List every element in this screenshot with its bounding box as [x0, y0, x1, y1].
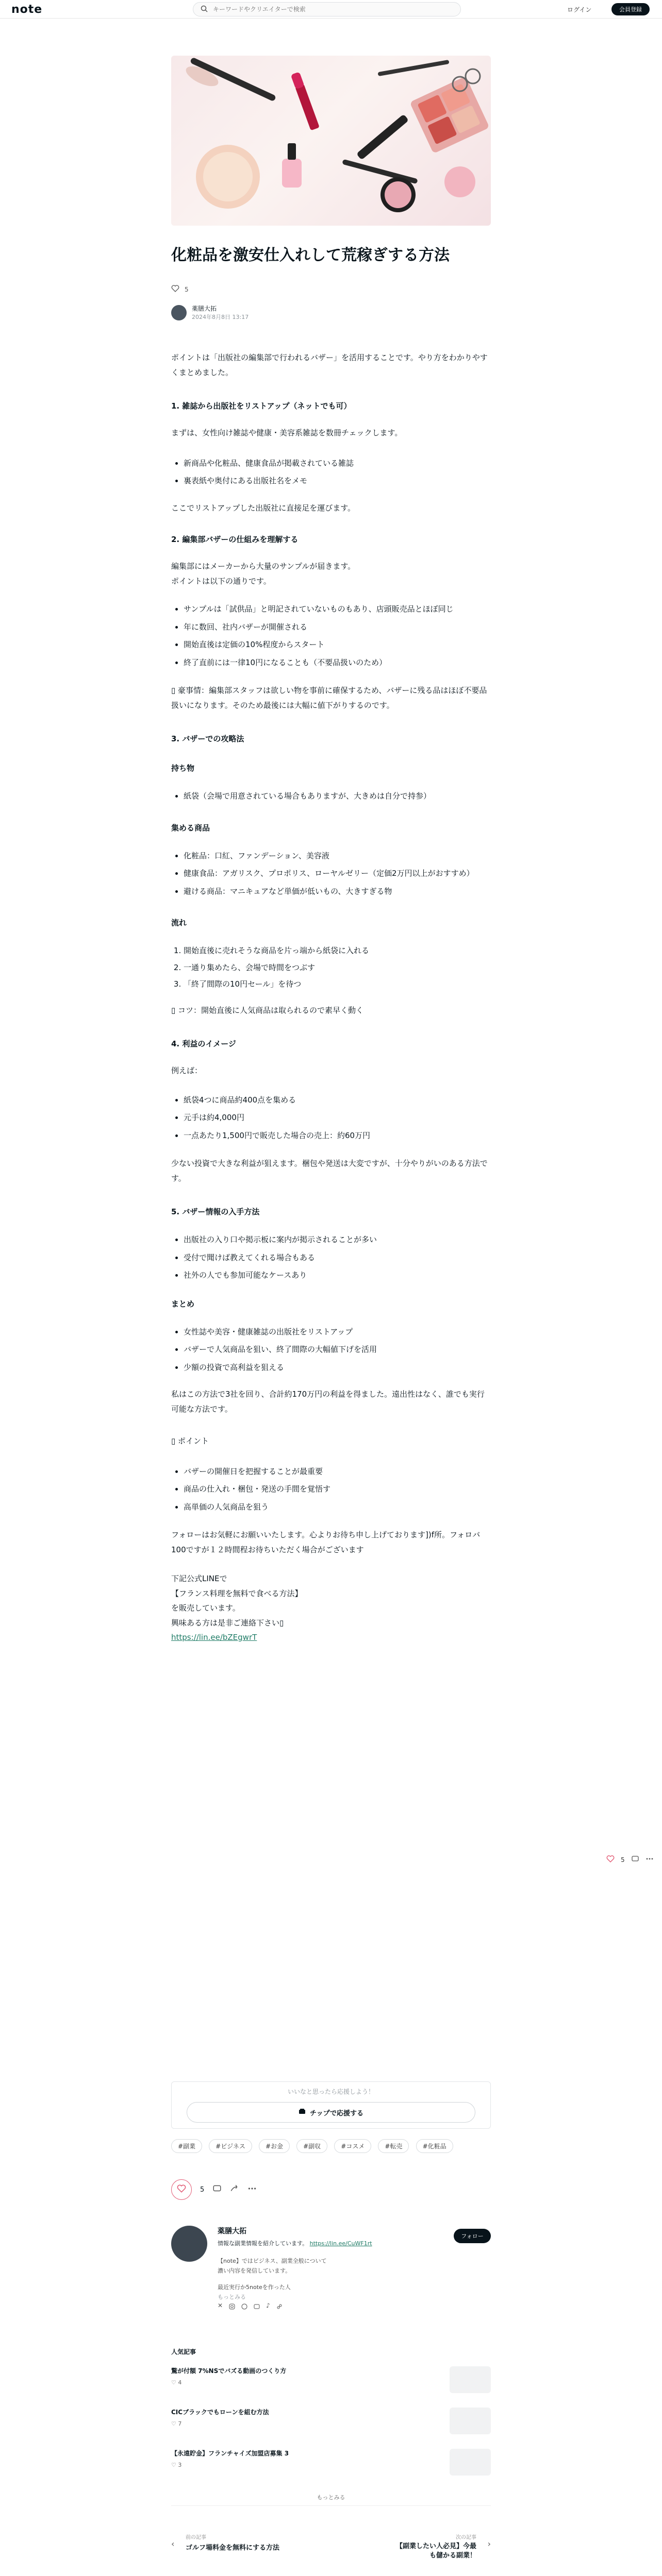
list-item: • 受付で聞けば教えてくれる場合もある [184, 1250, 491, 1265]
popular-item-title: 驚が付額 7%NSでバズる動画のつくり方 [171, 2367, 287, 2375]
side-like-count: 5 [621, 1856, 625, 1863]
tip-button-label: チップで応援する [309, 2109, 363, 2117]
support-box [171, 2081, 491, 2129]
tag[interactable]: #ビジネス [209, 2139, 252, 2153]
search-icon [201, 5, 208, 14]
sub-heading: 集める商品 [171, 823, 210, 833]
article-body [171, 350, 491, 1645]
list-item: • 年に数回、社内バザーが開催される [184, 620, 491, 635]
creator-bio: 濃い内容を発信しています。 [218, 2267, 291, 2274]
popular-item-thumbnail [450, 2366, 491, 2393]
tag-list [171, 2139, 491, 2157]
creator-avatar[interactable] [171, 2226, 207, 2262]
list-item: • 少額の投資で高利益を狙える [184, 1360, 491, 1375]
popular-section [171, 2347, 491, 2506]
follow-text: フォローはお気軽にお願いいたします。心よりお待ち申し上げております])f所。フォロバ100ですが１２時間程お待ちいただく場合がございます [171, 1530, 481, 1554]
popular-title: 人気記事 [171, 2348, 196, 2355]
line-text: 興味ある方は是非ご連絡下さい▯ [171, 1618, 284, 1628]
login-link[interactable]: ログイン [567, 6, 592, 13]
support-label: いいなと思ったら応援しよう！ [287, 2088, 374, 2095]
list-item: • 女性誌や美容・健康雑誌の出版社をリストアップ [184, 1325, 491, 1340]
sub-heading: 流れ [171, 918, 187, 927]
sub-heading: 持ち物 [171, 764, 195, 773]
site-header [0, 0, 662, 19]
link-icon[interactable] [276, 2302, 283, 2312]
note-logo[interactable]: note [11, 3, 43, 16]
tag[interactable]: #副業 [171, 2139, 202, 2153]
tag[interactable]: #副収 [296, 2139, 327, 2153]
side-heart-icon[interactable] [606, 1855, 615, 1865]
tip-text: ▯ コツ：開始直後に人気商品は取られるので素早く動く [171, 1005, 364, 1015]
hero-image [171, 56, 491, 226]
comment-icon[interactable] [212, 2184, 222, 2195]
popular-item-thumbnail [450, 2449, 491, 2476]
follow-button[interactable]: フォロー [454, 2229, 491, 2243]
social-icons [218, 2302, 283, 2312]
instagram-icon[interactable] [229, 2302, 235, 2312]
list-item: • 裏表紙や奥付にある出版社名をメモ [184, 473, 491, 488]
heart-icon: ♡ [171, 2420, 176, 2427]
line-text: を販売しています。 [171, 1603, 240, 1613]
popular-item-likes: 7 [178, 2420, 182, 2427]
creator-bio-line [218, 2239, 372, 2247]
popular-item[interactable] [171, 2408, 491, 2439]
tag[interactable]: #化粧品 [416, 2139, 453, 2153]
list-item: • 元手は約4,000円 [184, 1110, 491, 1125]
paragraph: ポイントは以下の通りです。 [171, 576, 271, 586]
paragraph: まずは、女性向け雑誌や健康・美容系雑誌を数冊チェックします。 [171, 428, 403, 437]
list-item: • 健康食品：アガリスク、プロポリス、ローヤルゼリー（定価2万円以上がおすすめ） [184, 866, 491, 881]
list-item: • 社外の人でも参加可能なケースあり [184, 1268, 491, 1283]
popular-item-thumbnail [450, 2408, 491, 2434]
tip-icon [299, 2108, 306, 2117]
line-link[interactable]: https://lin.ee/bZEgwrT [171, 1633, 257, 1642]
list-item: • 一点あたり1,500円で販売した場合の売上：約60万円 [184, 1128, 491, 1143]
section-heading: 4. 利益のイメージ [171, 1039, 236, 1048]
author-avatar[interactable] [171, 305, 187, 320]
list-item: • 終了直前には一律10円になることも（不要品扱いのため） [184, 655, 491, 670]
list-item: • 紙袋4つに商品約400点を集める [184, 1093, 491, 1108]
prev-article-link[interactable] [171, 2530, 326, 2561]
heart-icon: ♡ [171, 2462, 176, 2468]
list-item: • 紙袋（会場で用意されている場合もありますが、大きめは自分で持参） [184, 789, 491, 804]
chevron-right-icon: › [487, 2539, 491, 2549]
article-title: 化粧品を激安仕入れして荒稼ぎする方法 [171, 246, 450, 264]
section-heading: 1. 雑誌から出版社をリストアップ（ネットでも可） [171, 401, 352, 411]
like-count: 5 [185, 286, 189, 293]
list-item: • サンプルは「試供品」と明記されていないものもあり、店頭販売品とほぼ同じ [184, 602, 491, 617]
list-item: • 商品の仕入れ・梱包・発送の手間を覚悟す [184, 1482, 491, 1497]
prev-title: ゴルフ場料金を無料にする方法 [186, 2544, 280, 2552]
intro-text: ポイントは「出版社の編集部で行われるバザー」を活用することです。やり方をわかりやすくまとめました。 [171, 353, 488, 377]
like-total: 5 [200, 2185, 205, 2194]
publish-date: 2024年8月8日 13:17 [192, 314, 249, 320]
popular-item[interactable] [171, 2366, 491, 2398]
list-item: 3. 「終了間際の10円セール」を待つ [184, 977, 491, 992]
youtube-icon[interactable] [254, 2302, 260, 2312]
popular-item-likes: 3 [178, 2462, 182, 2468]
tag[interactable]: #コスメ [334, 2139, 371, 2153]
next-label: 次の記事 [456, 2535, 476, 2540]
share-icon[interactable] [230, 2184, 239, 2195]
list-item: • 高単価の人気商品を狙う [184, 1500, 491, 1515]
more-icon[interactable] [247, 2184, 257, 2195]
engagement-bar [171, 2179, 491, 2200]
read-more-link[interactable]: もっとみる [218, 2294, 246, 2301]
x-icon[interactable]: ✕ [218, 2302, 223, 2309]
list-item: • バザーの開催日を把握することが最重要 [184, 1464, 491, 1479]
summary-heading: まとめ [171, 1299, 195, 1309]
list-item: • 化粧品：口紅、ファンデーション、美容液 [184, 849, 491, 863]
like-heart-icon [177, 2184, 186, 2195]
tip-button[interactable] [187, 2102, 475, 2123]
author-name[interactable]: 薬膳大拓 [192, 305, 217, 312]
tiktok-icon[interactable]: ♪ [266, 2302, 270, 2309]
popular-item[interactable] [171, 2449, 491, 2481]
article-nav [171, 2524, 491, 2566]
heart-icon[interactable] [171, 284, 179, 295]
prev-label: 前の記事 [186, 2535, 206, 2540]
facebook-icon[interactable] [241, 2302, 247, 2312]
more-popular-link[interactable]: もっとみる [171, 2493, 491, 2506]
more-icon[interactable] [646, 1855, 654, 1865]
section-heading: 3. バザーでの攻略法 [171, 734, 244, 743]
next-title: 【副業したい人必見】今最も儲かる副業！ [395, 2543, 476, 2560]
chevron-left-icon: ‹ [171, 2539, 175, 2549]
list-item: • 出版社の入り口や掲示板に案内が掲示されることが多い [184, 1232, 491, 1247]
popular-item-title: 【永遠貯金】フランチャイズ加盟店募集 3 [171, 2450, 289, 2457]
line-text: 下記公式LINEで [171, 1574, 227, 1583]
heart-icon: ♡ [171, 2379, 176, 2386]
paragraph: 編集部にはメーカーから大量のサンプルが届きます。 [171, 562, 356, 571]
search-box[interactable] [193, 2, 461, 16]
like-button[interactable] [171, 2179, 192, 2200]
creator-name[interactable]: 薬膳大拓 [218, 2227, 246, 2235]
paragraph: ここでリストアップした出版社に直接足を運びます。 [171, 503, 356, 513]
tag[interactable]: #転売 [378, 2139, 409, 2153]
paragraph: 少ない投資で大きな利益が狙えます。梱包や発送は大変ですが、十分やりがいのある方法です。 [171, 1159, 488, 1183]
list-item: 1. 開始直後に売れそうな商品を片っ端から紙袋に入れる [184, 943, 491, 958]
tag[interactable]: #お金 [259, 2139, 290, 2153]
side-actions [606, 1855, 654, 1865]
point-heading: ▯ ポイント [171, 1436, 209, 1446]
search-input[interactable] [212, 5, 449, 13]
list-item: • 新商品や化粧品、健康食品が掲載されている雑誌 [184, 456, 491, 471]
paragraph: 私はこの方法で3社を回り、合計約170万円の利益を得ました。遠出性はなく、誰でも実行可能な方法です。 [171, 1389, 485, 1414]
section-heading: 5. バザー情報の入手方法 [171, 1207, 260, 1216]
section-heading: 2. 編集部バザーの仕組みを理解する [171, 535, 299, 544]
list-item: • 開始直後は定価の10%程度からスタート [184, 637, 491, 652]
list-item: • 避ける商品：マニキュアなど単価が低いもの、大きすぎる物 [184, 884, 491, 899]
signup-button[interactable]: 会員登録 [611, 3, 650, 15]
creator-bio: 【note】ではビジネス、副業全般について [218, 2258, 327, 2264]
creator-bio: 情報な副業情報を紹介しています。 [218, 2240, 308, 2247]
note-text: ▯ 豪事情：編集部スタッフは欲しい物を事前に確保するため、バザーに残る品はほぼ不要品扱いになります。そのため最後には大幅に値下がりするのです。 [171, 686, 487, 710]
creator-card [171, 2226, 491, 2318]
next-article-link[interactable] [336, 2530, 491, 2561]
creator-bio-link[interactable]: https://lin.ee/CuWF1rt [309, 2240, 372, 2247]
popular-item-likes: 4 [178, 2379, 182, 2386]
creator-bio: 最近実行か5noteを作った人 [218, 2284, 291, 2291]
list-item: 2. 一通り集めたら、会場で時間をつぶす [184, 960, 491, 975]
paragraph: 例えば： [171, 1066, 203, 1075]
list-item: • バザーで人気商品を狙い、終了間際の大幅値下げを活用 [184, 1342, 491, 1357]
popular-item-title: CICブラックでもローンを組む方法 [171, 2409, 269, 2416]
comment-icon[interactable] [631, 1855, 639, 1865]
line-text: 【フランス料理を無料で食べる方法】 [171, 1588, 303, 1598]
